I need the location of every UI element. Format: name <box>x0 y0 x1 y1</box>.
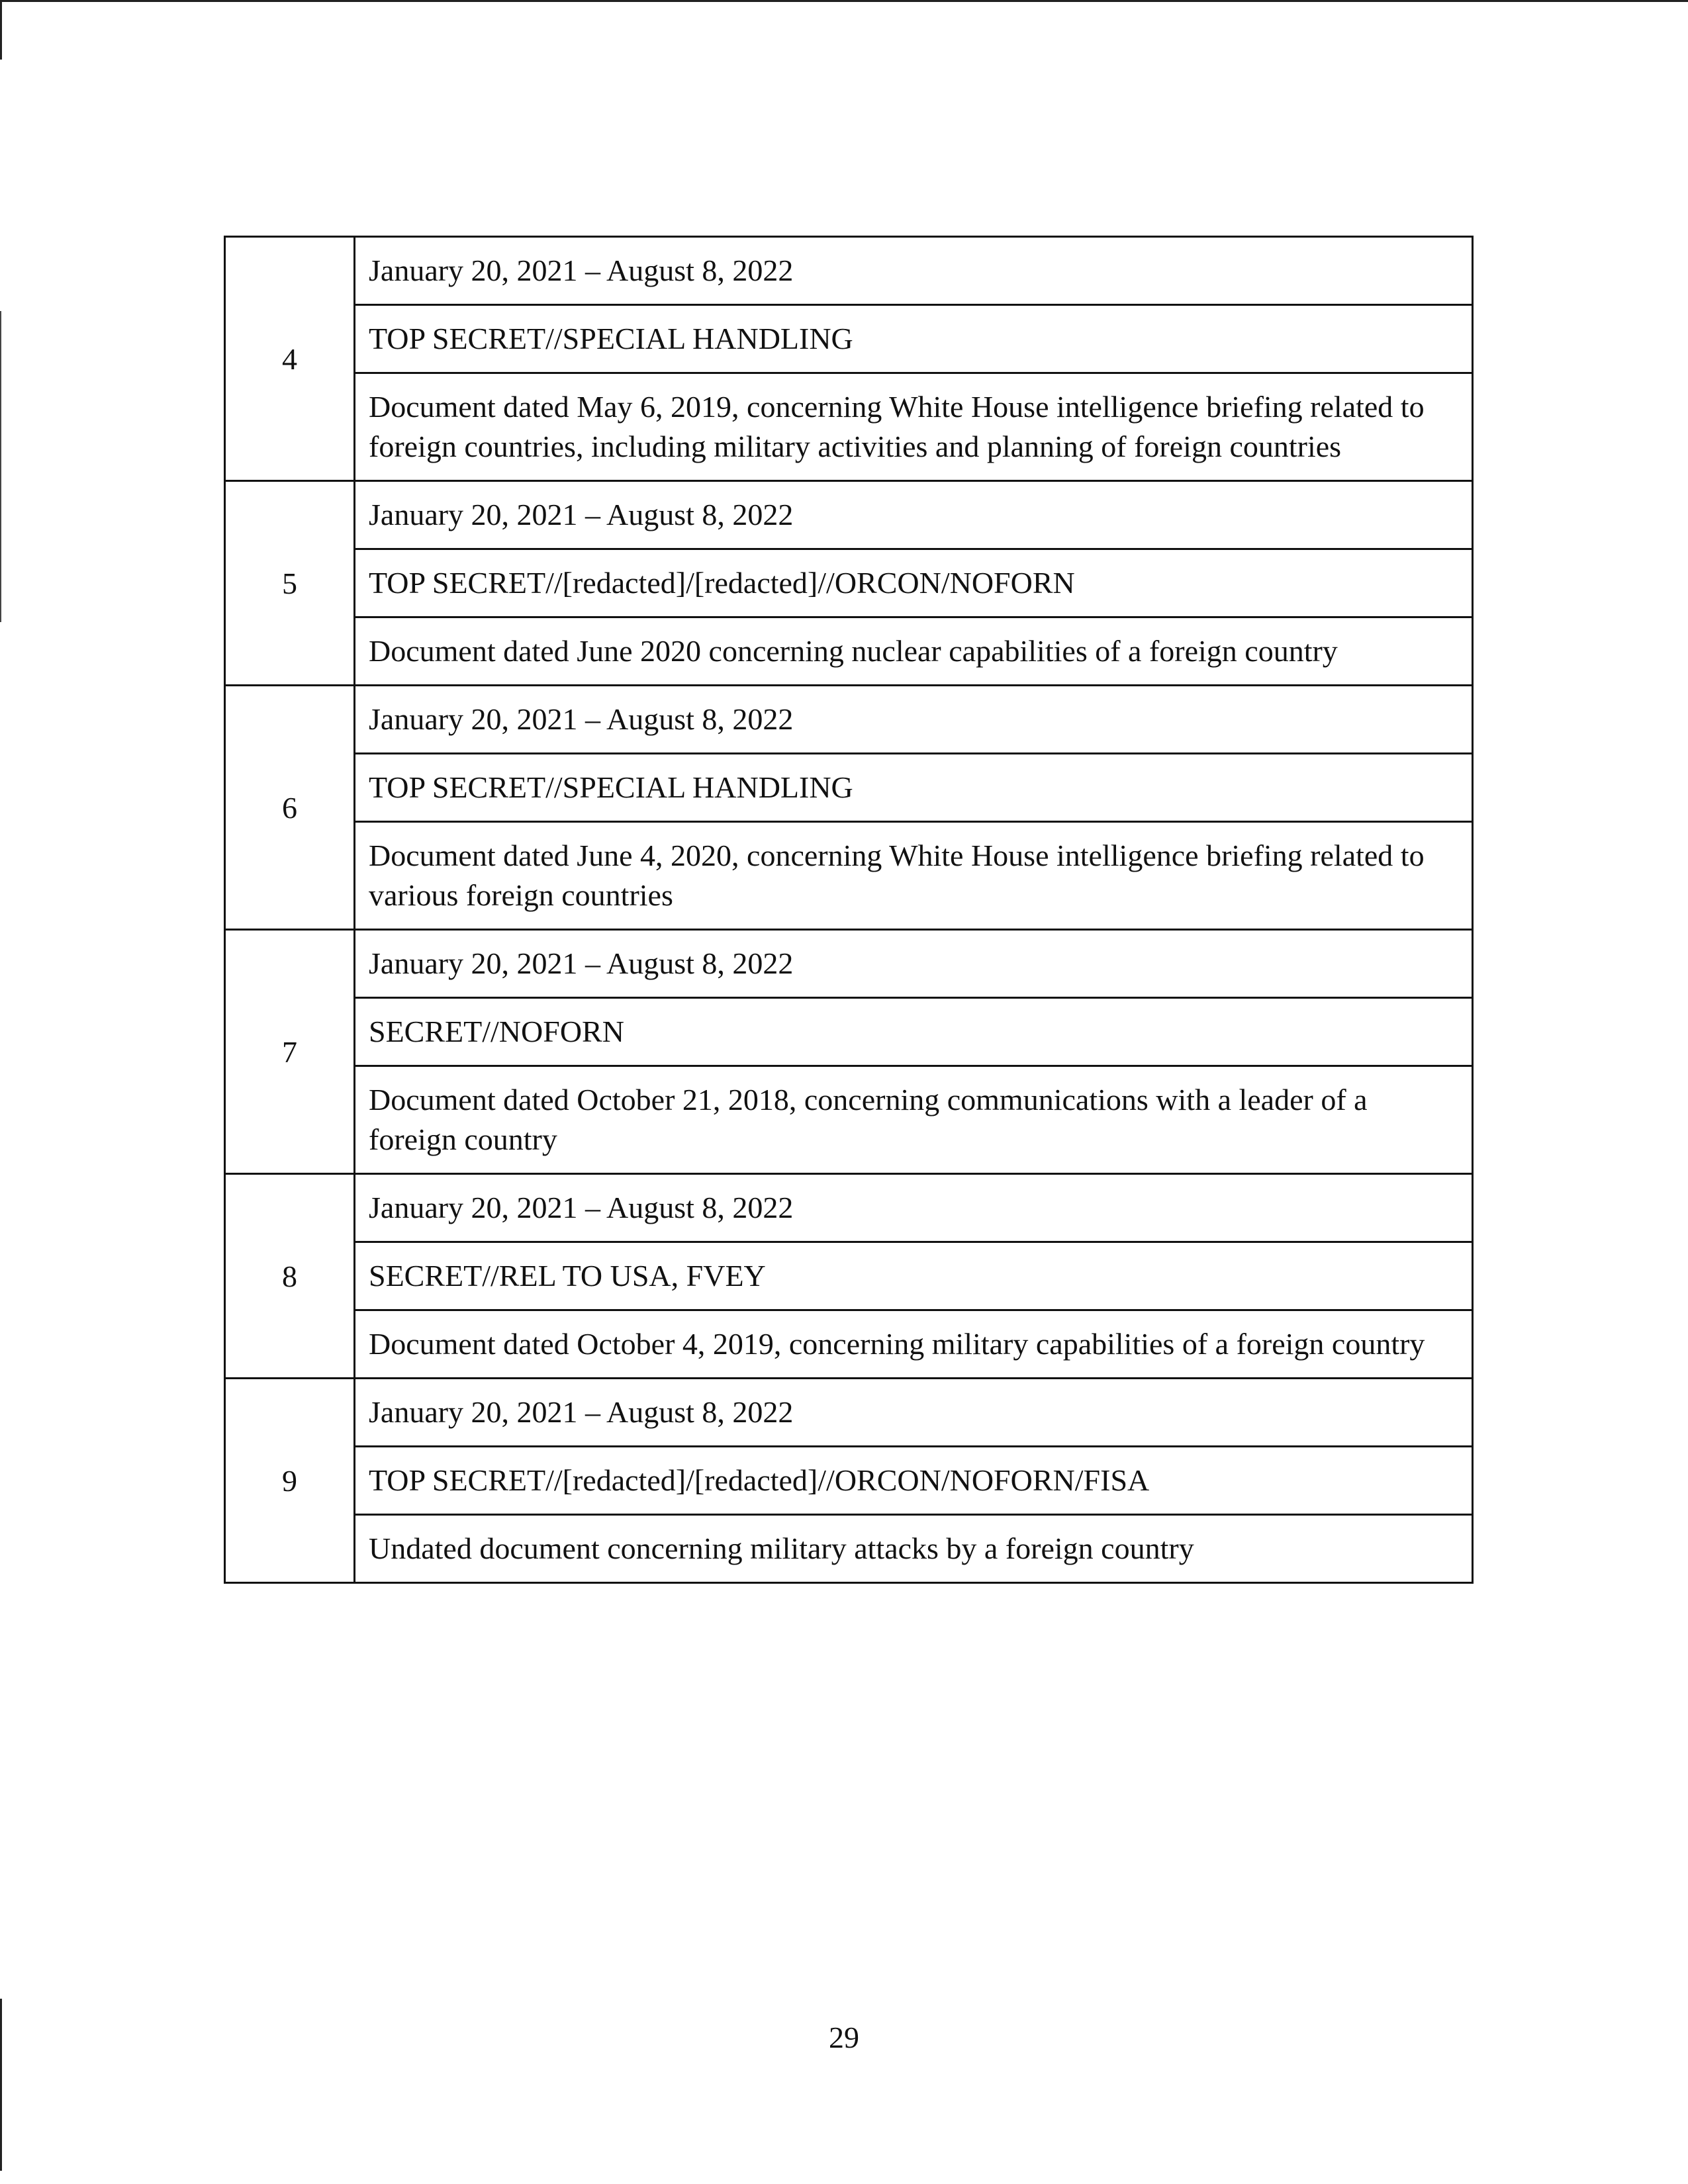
record-classification: TOP SECRET//SPECIAL HANDLING <box>355 754 1473 822</box>
record-number: 4 <box>225 237 355 481</box>
records-table <box>224 236 1474 1584</box>
table-row <box>225 1379 1473 1447</box>
record-number: 8 <box>225 1174 355 1379</box>
scan-edge-left <box>0 0 2 60</box>
record-description: Undated document concerning military attacks by a foreign country <box>355 1515 1473 1583</box>
table-row <box>225 373 1473 481</box>
record-number: 5 <box>225 481 355 686</box>
record-date-range: January 20, 2021 – August 8, 2022 <box>355 686 1473 754</box>
record-date-range: January 20, 2021 – August 8, 2022 <box>355 481 1473 549</box>
page-number: 29 <box>829 2021 859 2054</box>
table-row <box>225 1174 1473 1242</box>
record-description: Document dated June 2020 concerning nuclear capabilities of a foreign country <box>355 617 1473 686</box>
record-date-range: January 20, 2021 – August 8, 2022 <box>355 1379 1473 1447</box>
record-classification: TOP SECRET//[redacted]/[redacted]//ORCON/NOFORN <box>355 549 1473 617</box>
table-row <box>225 1310 1473 1379</box>
records-body <box>225 237 1473 1583</box>
table-row <box>225 998 1473 1066</box>
table-row <box>225 481 1473 549</box>
record-description: Document dated October 4, 2019, concerning military capabilities of a foreign country <box>355 1310 1473 1379</box>
record-classification: TOP SECRET//[redacted]/[redacted]//ORCON/NOFORN/FISA <box>355 1447 1473 1515</box>
scan-edge-top <box>0 0 1688 2</box>
table-row <box>225 1242 1473 1310</box>
table-row <box>225 822 1473 930</box>
record-description: Document dated May 6, 2019, concerning White House intelligence briefing related to foreign countries, including military activities and planning of foreign countries <box>355 373 1473 481</box>
table-row <box>225 305 1473 373</box>
table-row <box>225 237 1473 305</box>
table-row <box>225 686 1473 754</box>
record-number: 6 <box>225 686 355 930</box>
table-row <box>225 1066 1473 1174</box>
record-classification: TOP SECRET//SPECIAL HANDLING <box>355 305 1473 373</box>
record-number: 9 <box>225 1379 355 1583</box>
table-row <box>225 1447 1473 1515</box>
record-description: Document dated June 4, 2020, concerning White House intelligence briefing related to various foreign countries <box>355 822 1473 930</box>
table-row <box>225 1515 1473 1583</box>
record-classification: SECRET//REL TO USA, FVEY <box>355 1242 1473 1310</box>
record-classification: SECRET//NOFORN <box>355 998 1473 1066</box>
table-row <box>225 754 1473 822</box>
table-row <box>225 930 1473 998</box>
record-date-range: January 20, 2021 – August 8, 2022 <box>355 930 1473 998</box>
record-description: Document dated October 21, 2018, concerning communications with a leader of a foreign country <box>355 1066 1473 1174</box>
record-date-range: January 20, 2021 – August 8, 2022 <box>355 237 1473 305</box>
table-row <box>225 617 1473 686</box>
record-number: 7 <box>225 930 355 1174</box>
scan-edge-left-mid <box>0 311 1 622</box>
table-row <box>225 549 1473 617</box>
record-date-range: January 20, 2021 – August 8, 2022 <box>355 1174 1473 1242</box>
